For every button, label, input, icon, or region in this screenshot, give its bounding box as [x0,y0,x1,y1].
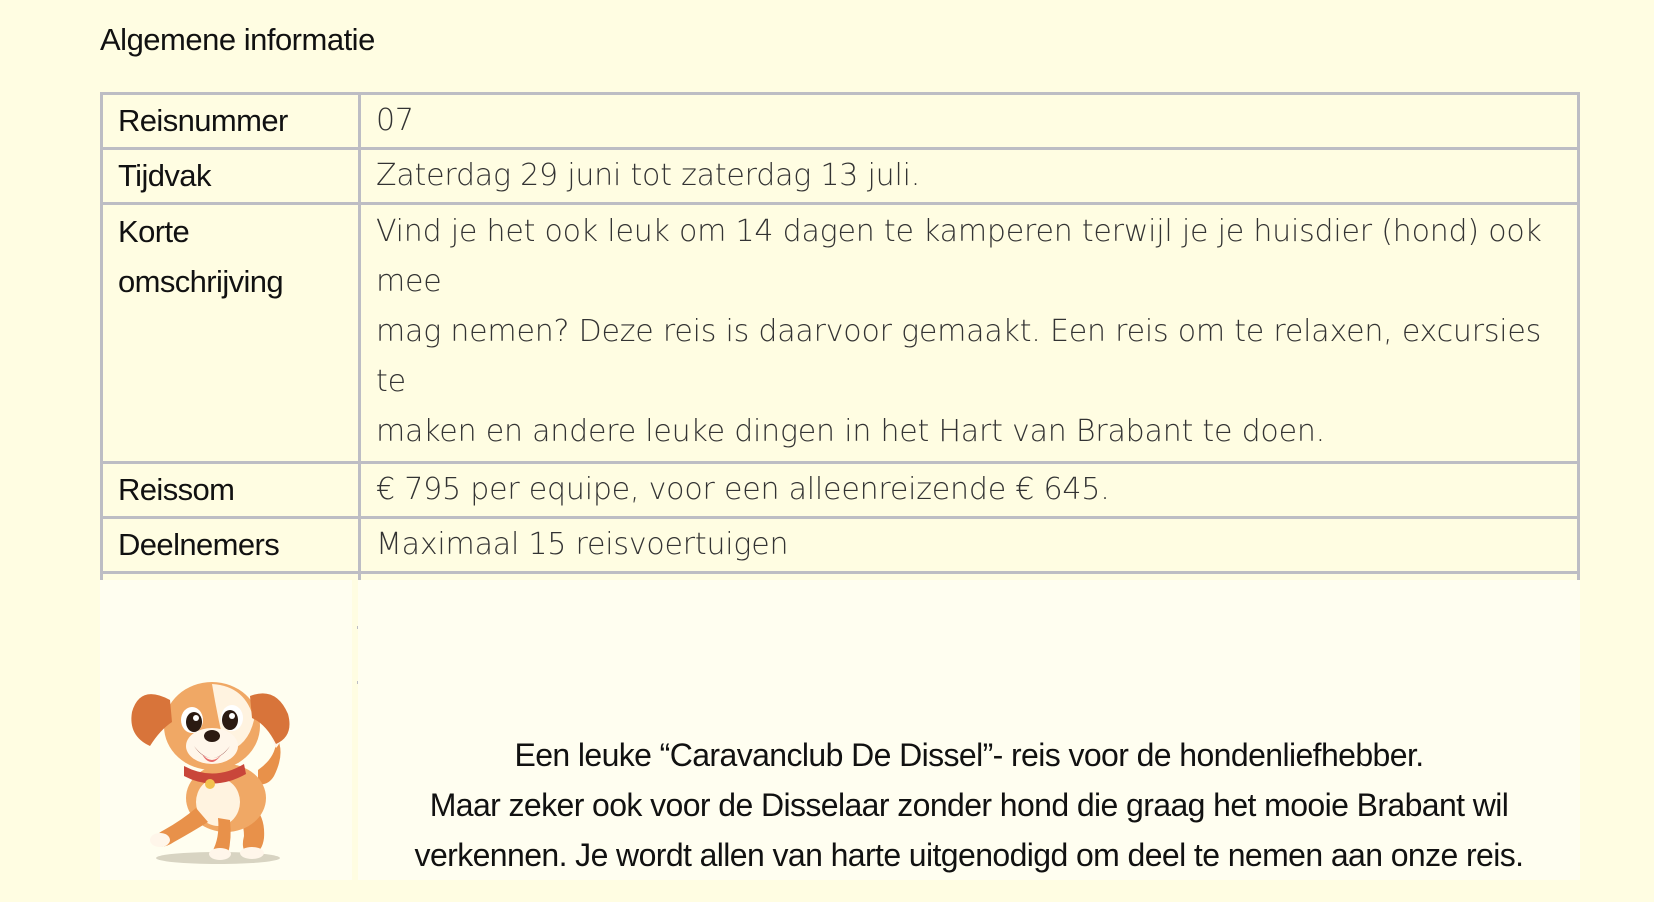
cartoon-dog-icon [126,660,304,868]
row-value-omschrijving [360,204,1579,463]
row-value-reisnummer: 07 [360,94,1579,149]
row-label-deelnemers: Deelnemers [102,518,360,573]
description-line: mag nemen? Deze reis is daarvoor gemaakt. Een reis om te relaxen, excursies te [376,314,1542,399]
row-value-tijdvak: Zaterdag 29 juni tot zaterdag 13 juli. [360,149,1579,204]
row-value-reissom: € 795 per equipe, voor een alleenreizende € 645. [360,463,1579,518]
table-row [102,94,1579,149]
row-value-deelnemers: Maximaal 15 reisvoertuigen [360,518,1579,573]
row-label-omschrijving [102,204,360,463]
table-row [102,518,1579,573]
promo-line: verkennen. Je wordt allen van harte uitgenodigd om deel te nemen aan onze reis. [414,837,1524,873]
row-label-tijdvak: Tijdvak [102,149,360,204]
row-label-reisnummer: Reisnummer [102,94,360,149]
row-label-reissom: Reissom [102,463,360,518]
description-line: maken en andere leuke dingen in het Hart van Brabant te doen. [376,414,1325,449]
table-row [102,204,1579,463]
row-label-line: Korte [118,214,190,249]
illustration-cell [100,580,357,880]
promo-text-cell [358,580,1580,880]
promo-line: Een leuke “Caravanclub De Dissel”- reis voor de hondenliefhebber. [514,737,1424,773]
promo-line: Maar zeker ook voor de Disselaar zonder hond die graag het mooie Brabant wil [429,787,1509,823]
table-row [102,463,1579,518]
promo-section [100,580,1580,880]
section-heading: Algemene informatie [100,22,375,57]
table-row [102,149,1579,204]
description-line: Vind je het ook leuk om 14 dagen te kamperen terwijl je je huisdier (hond) ook mee [376,214,1542,299]
row-label-line: omschrijving [118,264,284,299]
